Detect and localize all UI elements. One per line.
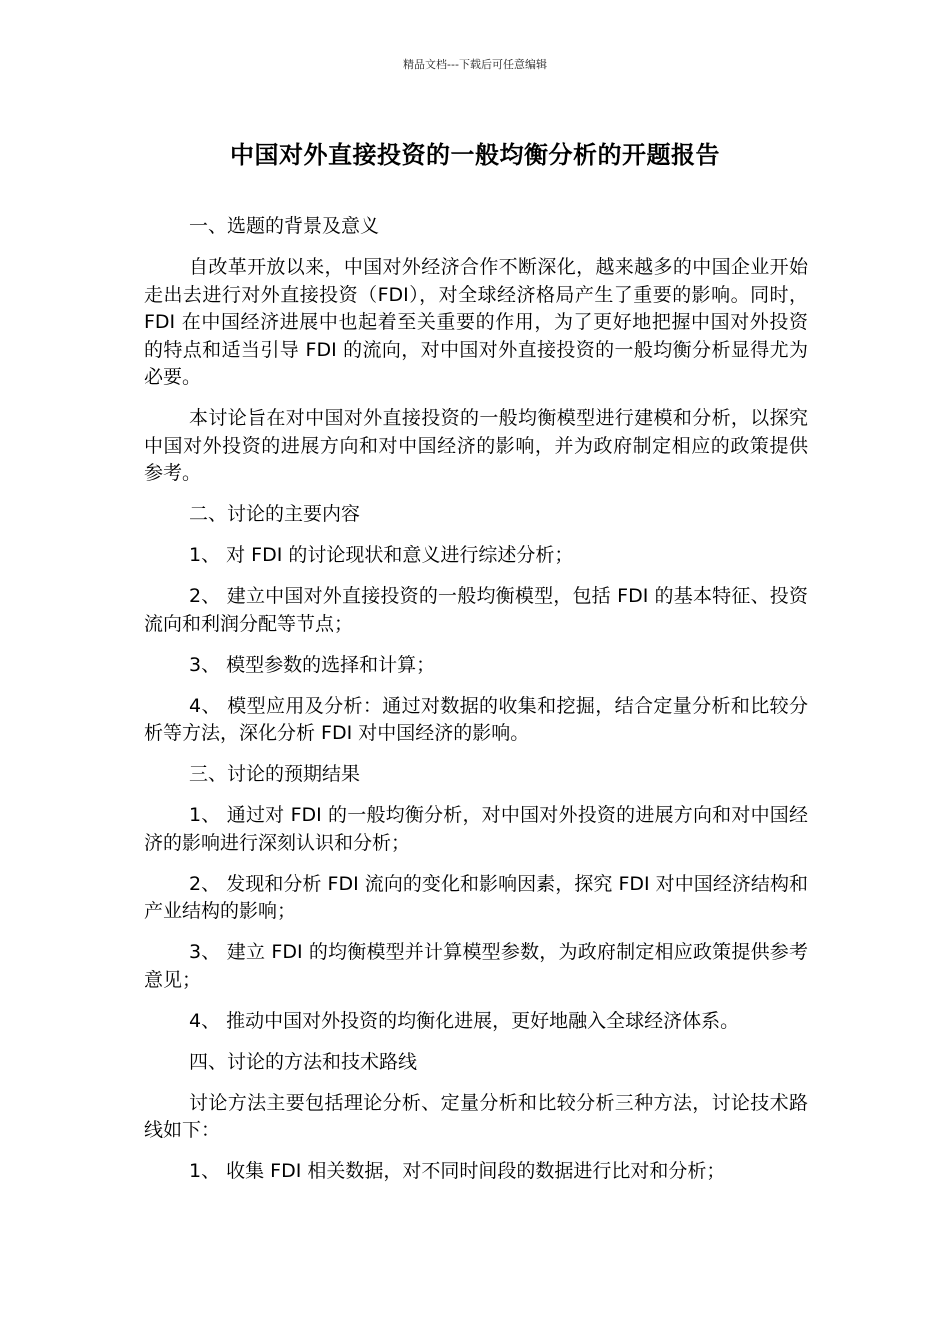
paragraph-methods: 讨论方法主要包括理论分析、定量分析和比较分析三种方法，讨论技术路线如下： [144,1091,808,1141]
result-item-2: 2、 发现和分析 FDI 流向的变化和影响因素，探究 FDI 对中国经济结构和产业结构的影响； [144,872,808,922]
paragraph-background: 自改革开放以来，中国对外经济合作不断深化，越来越多的中国企业开始走出去进行对外直接投资（FDI），对全球经济格局产生了重要的影响。同时，FDI 在中国经济进展中也起着至关重要的作用，为了更好地把握中国对外投资的特点和适当引导 FDI 的流向，对中国对外直接投资的一般均衡分析显得尤为必要。 [144,256,808,388]
result-item-1: 1、 通过对 FDI 的一般均衡分析，对中国对外投资的进展方向和对中国经济的影响进行深刻认识和分析； [144,804,808,854]
result-item-3: 3、 建立 FDI 的均衡模型并计算模型参数，为政府制定相应政策提供参考意见； [144,941,808,991]
content-item-2: 2、 建立中国对外直接投资的一般均衡模型，包括 FDI 的基本特征、投资流向和利润分配等节点； [144,585,808,635]
page-header: 精品文档---下载后可任意编辑 [403,58,547,71]
content-item-1: 1、 对 FDI 的讨论现状和意义进行综述分析； [189,544,574,566]
content-item-3: 3、 模型参数的选择和计算； [189,653,436,676]
section-heading-methods: 四、讨论的方法和技术路线 [189,1050,418,1073]
content-item-4: 4、 模型应用及分析：通过对数据的收集和挖掘，结合定量分析和比较分析等方法，深化分析 FDI 对中国经济的影响。 [144,694,808,744]
section-heading-background: 一、选题的背景及意义 [189,215,380,237]
result-item-4: 4、 推动中国对外投资的均衡化进展，更好地融入全球经济体系。 [189,1009,740,1032]
method-item-1: 1、 收集 FDI 相关数据，对不同时间段的数据进行比对和分析； [189,1160,726,1182]
paragraph-purpose: 本讨论旨在对中国对外直接投资的一般均衡模型进行建模和分析，以探究中国对外投资的进展方向和对中国经济的影响，并为政府制定相应的政策提供参考。 [144,407,808,484]
section-heading-results: 三、讨论的预期结果 [189,763,361,785]
document-title: 中国对外直接投资的一般均衡分析的开题报告 [230,141,720,169]
document-body [144,213,808,1199]
section-heading-content: 二、讨论的主要内容 [189,503,361,525]
